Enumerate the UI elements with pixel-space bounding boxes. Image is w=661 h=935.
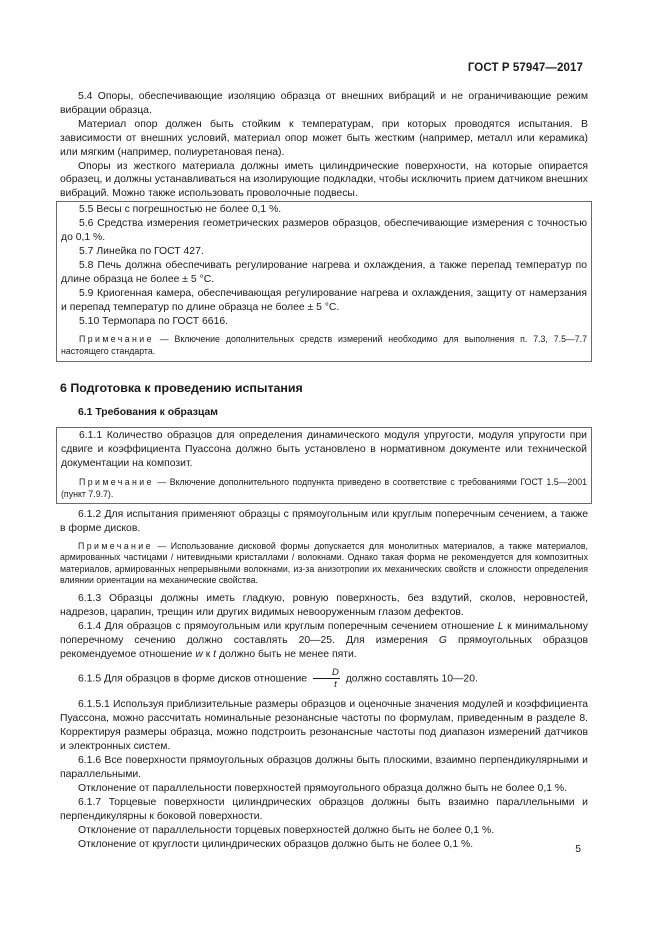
clause-6-1-1: 6.1.1 Количество образцов для определения динамического модуля упругости, модуля упругости при сдвиге и коэффициента Пуассона должно быть установлено в нормативном документе или технической документации на композит. bbox=[61, 430, 587, 470]
framed-block-specimen-count bbox=[56, 427, 592, 504]
clause-5-8: 5.8 Печь должна обеспечивать регулирование нагрева и охлаждения, а также перепад температур по длине образца не более ± 5 °C. bbox=[61, 259, 587, 285]
clause-5-4-rigid-supports: Опоры из жесткого материала должны иметь цилиндрические поверхности, на которые опирается образец, и должны устанавливаться на изолирующие подкладки, чтобы исключить прием датчиком внешних вибраций. Можно также использовать проволочные подвесы. bbox=[60, 160, 588, 200]
clause-6-1-4 bbox=[60, 620, 588, 662]
clause-5-4: 5.4 Опоры, обеспечивающие изоляцию образца от внешних вибраций и не ограничивающие режим вибрации образца. bbox=[60, 91, 588, 116]
var-G: G bbox=[438, 634, 448, 646]
clause-5-5: 5.5 Весы с погрешностью не более 0,1 %. bbox=[79, 204, 282, 216]
clause-5-4-materials: Материал опор должен быть стойким к температурам, при которых проводятся испытания. В зависимости от внешних условий, материал опор может быть жестким (например, металл или керамика) или мягким (например, полиуретановая пена). bbox=[60, 118, 588, 158]
text-run: к минимальному поперечному сечению должно составлять 20—25. Для измерения bbox=[60, 620, 589, 646]
note-6-1-1 bbox=[61, 477, 587, 500]
note-label: Примечание bbox=[78, 541, 153, 552]
text-run: к bbox=[202, 648, 214, 660]
clause-5-9: 5.9 Криогенная камера, обеспечивающая регулирование нагрева и охлаждения, защиту от намерзания и перепад температур по длине образца не более ± 5 °C. bbox=[61, 287, 587, 313]
note-6-1-2 bbox=[60, 541, 588, 586]
note-instruments bbox=[61, 334, 587, 357]
standard-code-header: ГОСТ Р 57947—2017 bbox=[467, 62, 583, 74]
note-text: — Включение дополнительного подпункта приведено в соответствие с требованиями ГОСТ 1.5—2001 (пункт 7.9.7). bbox=[61, 477, 587, 499]
subsection-6-1-title: 6.1 Требования к образцам bbox=[78, 406, 218, 418]
text-run: 6.1.4 Для образцов с прямоугольным или круглым поперечным сечением отношение bbox=[78, 620, 498, 632]
clause-6-1-7-parallelism: Отклонение от параллельности торцевых поверхностей должно быть не более 0,1 %. bbox=[78, 824, 495, 836]
page-content bbox=[60, 90, 588, 851]
note-text: — Использование дисковой формы допускается для монолитных материалов, а также материалов, армированных частицами / нитевидными кристаллами / волокнами. Однако такая форма не рекомендуется для композитных материалов, армированных непрерывными волокнами, из-за анизотропии их механических свойств и сложности определения влиянии ориентации на механические свойства. bbox=[60, 541, 588, 585]
note-label: Примечание bbox=[79, 477, 154, 488]
clause-5-6: 5.6 Средства измерения геометрических размеров образцов, обеспечивающие измерения с точностью до 0,1 %. bbox=[61, 218, 587, 244]
clause-6-1-2: 6.1.2 Для испытания применяют образцы с прямоугольным или круглым поперечным сечением, а также в форме дисков. bbox=[60, 509, 588, 535]
clause-6-1-3: 6.1.3 Образцы должны иметь гладкую, ровную поверхность, без вздутий, сколов, неровностей, надрезов, царапин, трещин или других видимых невооруженным глазом дефектов. bbox=[60, 592, 588, 618]
section-6-title: 6 Подготовка к проведению испытания bbox=[60, 380, 303, 395]
clause-5-10: 5.10 Термопара по ГОСТ 6616. bbox=[79, 315, 229, 327]
framed-block-instruments bbox=[56, 201, 592, 361]
text-run: должно составлять 10—20. bbox=[342, 673, 478, 685]
clause-5-7: 5.7 Линейка по ГОСТ 427. bbox=[79, 245, 204, 257]
fraction-D-over-t bbox=[313, 667, 340, 690]
note-text: — Включение дополнительных средств измерений необходимо для выполнения п. 7.3, 7.5—7.7 настоящего стандарта. bbox=[61, 334, 587, 356]
clause-6-1-5 bbox=[60, 667, 588, 690]
text-run: 6.1.5 Для образцов в форме дисков отношение bbox=[78, 673, 310, 685]
clause-6-1-7: 6.1.7 Торцевые поверхности цилиндрических образцов должны быть взаимно параллельными и перпендикулярны к боковой поверхности. bbox=[60, 796, 588, 822]
clause-6-1-6-tolerance: Отклонение от параллельности поверхностей прямоугольного образца должно быть не более 0,1 %. bbox=[78, 782, 567, 794]
clause-6-1-7-roundness: Отклонение от круглости цилиндрических образцов должно быть не более 0,1 %. bbox=[78, 838, 474, 850]
clause-6-1-5-1: 6.1.5.1 Используя приблизительные размеры образцов и оценочные значения модулей и коэффициента Пуассона, можно рассчитать номинальные резонансные частоты по формулам, приведенным в разделе 8. Корректируя размеры образца, можно подстроить резонансные частоты под диапазон измерений датчиков и электронных систем. bbox=[60, 699, 588, 753]
fraction-denominator: t bbox=[334, 679, 337, 691]
text-run: прямоугольных образцов рекомендуемое отношение bbox=[60, 634, 588, 660]
page-number: 5 bbox=[575, 844, 581, 855]
note-label: Примечание bbox=[79, 334, 154, 345]
var-w: w bbox=[195, 648, 203, 660]
var-L: L bbox=[497, 620, 504, 632]
var-t: t bbox=[213, 648, 217, 660]
clause-6-1-6: 6.1.6 Все поверхности прямоугольных образцов должны быть плоскими, взаимно перпендикулярными и параллельными. bbox=[60, 755, 588, 780]
fraction-numerator: D bbox=[313, 667, 340, 679]
text-run: должно быть не менее пяти. bbox=[216, 648, 357, 660]
